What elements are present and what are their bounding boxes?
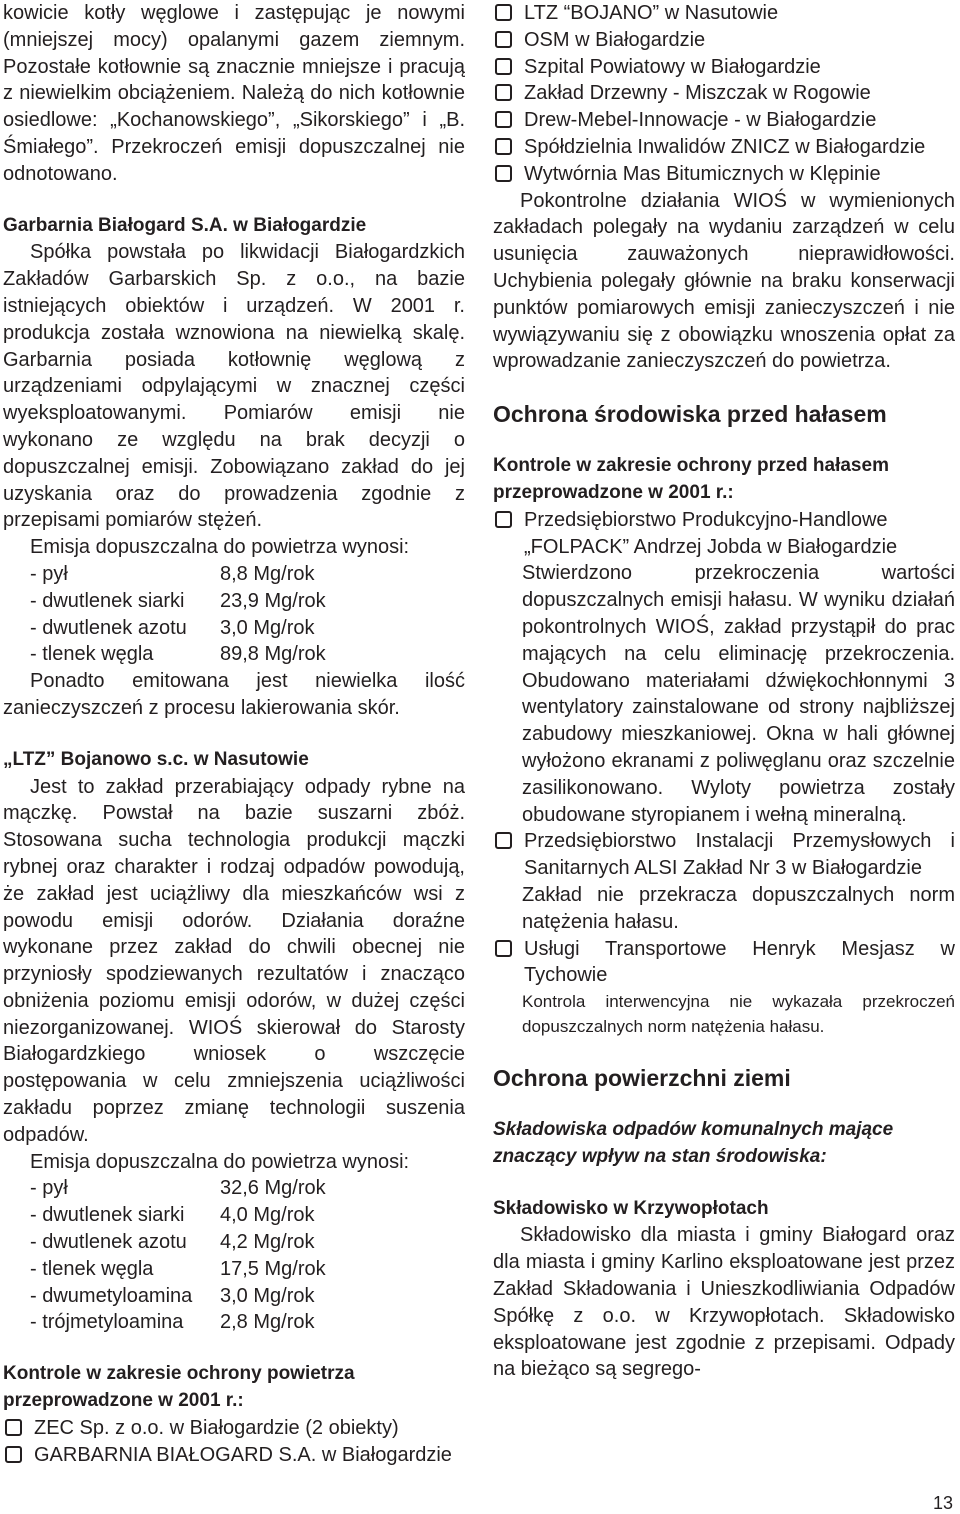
list-item-label: OSM w Białogardzie (524, 28, 706, 51)
post-control-paragraph: Pokontrolne działania WIOŚ w wymienionych zakładach polegały na wydaniu zarządzeń w celu usunięcia zauważonych nieprawidłowości. Uchybienia polegały głównie na braku konserwacji punktów pomiarowych emisji zanieczyszczeń i nie wywiązywaniu się z obowiązku wnoszenia opłat za wprowadzanie zanieczyszczeń do powietrza. (493, 189, 955, 373)
noise-section-heading: Ochrona środowiska przed hałasem (493, 401, 887, 428)
emission-value: 17,5 Mg/rok (220, 1257, 326, 1280)
emission-row (3, 1175, 326, 1202)
list-item (493, 0, 955, 27)
emission-name: - dwutlenek azotu (30, 616, 187, 639)
emission-row (3, 1202, 326, 1229)
list-item-label: Usługi Transportowe Henryk Mesjasz w Tychowie (524, 937, 955, 987)
list-item-label: Drew-Mebel-Innowacje - w Białogardzie (524, 109, 877, 132)
checkbox-icon (495, 111, 512, 128)
list-item-label: Przedsiębiorstwo Produkcyjno-Handlowe „FOLPACK” Andrzej Jobda w Białogardzie (524, 508, 898, 558)
checkbox-icon (495, 940, 512, 957)
list-item-label: Przedsiębiorstwo Instalacji Przemysłowych i Sanitarnych ALSI Zakład Nr 3 w Białogardzie (524, 830, 955, 880)
list-item-label: LTZ “BOJANO” w Nasutowie (524, 2, 779, 24)
emission-row (3, 1283, 326, 1310)
landfill-heading: Składowisko w Krzywopłotach (493, 1197, 769, 1219)
garbarnia-paragraph-2: Ponadto emitowana jest niewielka ilość zanieczyszczeń z procesu lakierowania skór. (3, 670, 465, 719)
emission-value: 23,9 Mg/rok (220, 589, 326, 612)
emission-name: - pył (30, 562, 68, 585)
list-item-label: ZEC Sp. z o.o. w Białogardzie (2 obiekty) (34, 1416, 399, 1439)
emission-name: - pył (30, 1177, 68, 1200)
intro-paragraph: kowicie kotły węglowe i zastępując je nowymi (mniejszej mocy) opalanymi gazem ziemnym. Pozostałe kotłownie są znacznie mniejsze i pracują z niewielkim obciążeniem. Należą do nich kotłownie osiedlowe: „Kochanowskiego”, „Sikorskiego” i „B. Śmiałego”. Przekroczeń emisji dopuszczalnej nie odnotowano. (3, 2, 465, 185)
emission-row (3, 615, 326, 642)
right-column (493, 0, 955, 1383)
emission-name: - dwutlenek siarki (30, 589, 185, 612)
emission-value: 89,8 Mg/rok (220, 643, 326, 666)
list-item (493, 134, 955, 161)
page-number: 13 (932, 1493, 953, 1513)
list-item-label: Zakład Drzewny - Miszczak w Rogowie (524, 82, 871, 105)
section-heading-garbarnia: Garbarnia Białogard S.A. w Białogardzie (3, 214, 367, 236)
checkbox-icon (495, 138, 512, 155)
checkbox-icon (495, 832, 512, 849)
ltz-emission-intro: Emisja dopuszczalna do powietrza wynosi: (30, 1150, 410, 1173)
list-item-label: Szpital Powiatowy w Białogardzie (524, 55, 821, 78)
list-item (493, 936, 955, 990)
emission-name: - tlenek węgla (30, 1257, 154, 1280)
list-item (3, 1415, 465, 1442)
list-item (493, 27, 955, 54)
checkbox-icon (495, 84, 512, 101)
emission-row (3, 1309, 326, 1336)
emission-name: - tlenek węgla (30, 643, 154, 666)
emission-name: - dwumetyloamina (30, 1284, 193, 1307)
list-item (493, 507, 955, 561)
emission-value: 32,6 Mg/rok (220, 1177, 326, 1200)
list-item-label: Wytwórnia Mas Bitumicznych w Klępinie (524, 162, 881, 185)
noise-item-text: Stwierdzono przekroczenia wartości dopuszczalnych emisji hałasu. W wyniku działań pokontrolnych WIOŚ, zakład przystąpił do prac mających na celu eliminację przekroczenia. Obudowano materiałami dźwiękochłonnymi 3 wentylatory zainstalowane od strony najbliższej zabudowy mieszkaniowej. Okna w hali głównej wyłożono ekranami z poliwęglanu oraz szczelnie zasilikonowano. Wyloty powietrza zostały obudowane styropianem i wełną mineralną. (522, 562, 955, 826)
list-item (493, 80, 955, 107)
emission-value: 4,2 Mg/rok (220, 1231, 315, 1254)
ltz-paragraph: Jest to zakład przerabiający odpady rybne na mączkę. Powstał na bazie suszarni zbóż. Stosowana sucha technologia produkcji mączki rybnej oraz charakter i rodzaj odpadów powodują, że zakład jest uciążliwy dla mieszkańców wsi z powodu emisji odorów. Działania doraźne wykonane przez zakład do chwili obecnej nie przyniosły spodziewanych rezultatów i znacząco obniżenia poziomu emisji odorów, w dużej części niezorganizowanej. WIOŚ skierował do Starosty Białogardzkiego wniosek o wszczęcie postępowania w celu zmniejszenia uciążliwości zakładu poprzez zmianę technologii suszenia odpadów. (3, 775, 465, 1146)
air-controls-heading: Kontrole w zakresie ochrony powietrza przeprowadzone w 2001 r.: (3, 1363, 355, 1412)
landfills-subheading: Składowiska odpadów komunalnych mające znaczący wpływ na stan środowiska: (493, 1119, 894, 1167)
emission-name: - trójmetyloamina (30, 1311, 184, 1334)
list-item (493, 54, 955, 81)
emission-row (3, 1229, 326, 1256)
garbarnia-emission-intro: Emisja dopuszczalna do powietrza wynosi: (30, 536, 410, 559)
noise-controls-heading: Kontrole w zakresie ochrony przed hałasem przeprowadzone w 2001 r.: (493, 455, 889, 503)
noise-item-text: Zakład nie przekracza dopuszczalnych norm natężenia hałasu. (522, 883, 955, 933)
emission-value: 8,8 Mg/rok (220, 562, 315, 585)
list-item (493, 828, 955, 882)
list-item-label: Spółdzielnia Inwalidów ZNICZ w Białogardzie (524, 135, 926, 158)
landfill-paragraph: Składowisko dla miasta i gminy Białogard oraz dla miasta i gminy Karlino eksploatowane jest przez Zakład Składowania i Unieszkodliwiania Odpadów Spółkę z o.o. w Krzywopłotach. Składowisko eksploatowane jest zgodnie z przepisami. Odpady na bieżąco są segrego- (493, 1224, 955, 1381)
emission-name: - dwutlenek siarki (30, 1204, 185, 1227)
emission-row (3, 561, 326, 588)
emission-value: 3,0 Mg/rok (220, 1284, 315, 1307)
checkbox-icon (495, 58, 512, 75)
ltz-emission-table (3, 1175, 326, 1336)
emission-value: 4,0 Mg/rok (220, 1204, 315, 1227)
checkbox-icon (5, 1446, 22, 1463)
noise-item-text: Kontrola interwencyjna nie wykazała przekroczeń dopuszczalnych norm natężenia hałasu. (522, 992, 955, 1037)
checkbox-icon (495, 511, 512, 528)
checkbox-icon (495, 4, 512, 21)
list-item (493, 107, 955, 134)
left-column (3, 0, 465, 1468)
emission-row (3, 641, 326, 668)
checkbox-icon (495, 31, 512, 48)
garbarnia-paragraph: Spółka powstała po likwidacji Białogardzkich Zakładów Garbarskich Sp. z o.o., na bazie istniejących obiektów i urządzeń. W 2001 r. produkcja została wznowiona na niewielką skalę. Garbarnia posiada kotłownię węglową z urządzeniami odpylającymi w znacznej części wyeksploatowanymi. Pomiarów emisji nie wykonano ze względu na brak decyzji o dopuszczalnej emisji. Zobowiązano zakład do jej uzyskania oraz do prowadzenia zgodnie z przepisami pomiarów stężeń. (3, 241, 465, 532)
soil-section-heading: Ochrona powierzchni ziemi (493, 1065, 791, 1092)
checkbox-icon (5, 1419, 22, 1436)
emission-row (3, 1256, 326, 1283)
emission-value: 3,0 Mg/rok (220, 616, 315, 639)
emission-value: 2,8 Mg/rok (220, 1311, 315, 1334)
section-heading-ltz: „LTZ” Bojanowo s.c. w Nasutowie (3, 748, 309, 770)
list-item-label: GARBARNIA BIAŁOGARD S.A. w Białogardzie (34, 1443, 452, 1466)
emission-name: - dwutlenek azotu (30, 1231, 187, 1254)
list-item (493, 161, 955, 188)
checkbox-icon (495, 165, 512, 182)
emission-row (3, 588, 326, 615)
garbarnia-emission-table (3, 561, 326, 668)
list-item (3, 1442, 465, 1469)
